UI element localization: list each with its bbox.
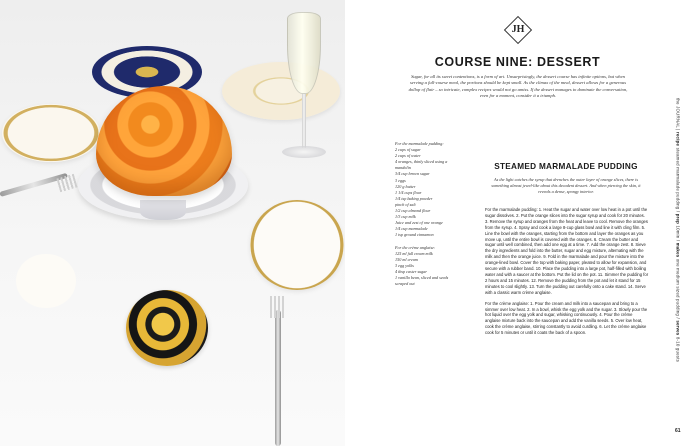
- ingredient-item: 4 tbsp caster sugar: [395, 268, 427, 274]
- champagne-flute-base: [282, 146, 326, 158]
- ingredient-item: 1/3 cup milk: [395, 214, 416, 220]
- recipe-title: STEAMED MARMALADE PUDDING: [494, 162, 638, 171]
- ingredient-item: pinch of salt: [395, 201, 416, 207]
- ingredient-item: 125 ml full cream milk: [395, 250, 433, 256]
- cake-stand-foot: [140, 200, 186, 220]
- recipe-method: [485, 207, 649, 341]
- fork-bottom: [275, 310, 281, 446]
- ingredient-item: 1/4 tsp baking powder: [395, 195, 433, 201]
- marmalade-pudding: [96, 86, 232, 196]
- ingredient-item: 1 vanilla bean, sliced and seeds: [395, 274, 449, 280]
- method-anglaise: For the crème anglaise: 1. Pour the cream and milk into a saucepan and bring to a simmer over low heat. 2. In a bowl, whisk the egg yolk and the sugar. 3. Slowly pour the hot liquid over the egg yolk and sugar, whisking continuously. 4. Pour the crème anglaise mixture back into the saucepan and add the vanilla seeds. 5. Over low heat, cook the crème anglaise, stirring constantly to avoid curdling. 6. Let the crème anglaise cook for 5 minutes or until it coats the back of a spoon.: [485, 300, 648, 336]
- baroque-plate: [126, 290, 208, 366]
- ingredient-item: 150 ml cream: [395, 256, 418, 262]
- recipe-intro: As the light catches the syrup that drenches the outer layer of orange slices, there is something almost jewel-like about this decadent dessert. And when piercing the skin, it reveals a dense, spongy interior.: [491, 177, 641, 195]
- page-spine: [672, 30, 684, 430]
- monogram-logo: JH: [504, 16, 532, 44]
- ingredient-item: 3 egg yolks: [395, 262, 414, 268]
- ingredients-list: [395, 141, 463, 287]
- floral-plate: [222, 62, 340, 120]
- course-title: COURSE NINE: DESSERT: [434, 55, 601, 69]
- ingredient-item: mandolin: [395, 165, 411, 171]
- ingredient-item: 3/4 cup brown sugar: [395, 171, 430, 177]
- page-number: 61: [675, 428, 681, 434]
- ingredient-item: 120 g butter: [395, 183, 416, 189]
- ingredient-item: 2 cups of sugar: [395, 147, 421, 153]
- ingredient-item: 3 eggs: [395, 177, 406, 183]
- recipe-page: [345, 0, 690, 446]
- champagne-flute-stem: [302, 94, 306, 148]
- spine-text: the JOURNAL | recipe steamed marmalade pudding / prep 10min / makes one medium sized pudding / serves 8-10 guests: [675, 97, 681, 363]
- course-intro: Sugar, for all its sweet contentions, is a form of art. Unsurprisingly, the dessert course has infinite options, but when serving a full-course meal, the portions should be kept small. As the climax of the meal, dessert allows for a generous dollop of flair – so intricate, complex recipes would not go amiss. If the dessert manages to dominate the conversation, even for a moment, consider it a triumph.: [408, 74, 628, 98]
- gold-rim-plate-left: [2, 104, 100, 162]
- ingredient-item: 4 oranges, thinly sliced using a: [395, 159, 448, 165]
- fork-bottom-tines: [270, 296, 286, 318]
- striped-plate: [0, 232, 100, 330]
- method-pudding: For the marmalade pudding: 1. Heat the sugar and water over low heat in a pot until the sugar dissolves. 2. Put the orange slices into the sugar syrup and cook for 20 minutes. 3. Remove the syrup and oranges from the heat and leave to cool. Remove the oranges from the syrup. 4. Spray and cook a large 8-cup glass bowl and line it with cling film. 5. Line the bowl with the oranges, starting from the bottom and layer the oranges as you move up, until the entire bowl is covered with the oranges. 6. Cream the butter and sugar until well combined, then add one egg at a time. 7. Add the orange zest. 8. Sieve the dry ingredients and fold into the butter, sugar and egg mixture, alternating with the milk and then the orange juice. 9. Fold in the marmalade and pour the mixture into the orange-lined bowl. Cover the top with baking paper, pleated to allow for expansion, and secure with a rubber band. 10. Place the pudding into a large pot, half-filled with boiling water and with a saucer at the bottom. Put the lid on the pot. 11. Simmer the pudding for 2 hours and 15 minutes. 12. Remove the pudding from the pot and let it stand for 15 minutes to cool slightly. 13. Turn the pudding out carefully onto a cake stand. 14. Serve with a classic warm crème anglaise.: [485, 207, 649, 295]
- ingredient-item: 1 1/4 cups flour: [395, 189, 422, 195]
- ingredients-heading-anglaise: For the crème anglaise:: [395, 244, 436, 250]
- ingredient-item: Juice and zest of one orange: [395, 220, 443, 226]
- ingredient-item: 1/4 cup marmalade: [395, 226, 428, 232]
- ingredient-item: 1/2 cup almond flour: [395, 208, 431, 214]
- ingredient-item: scraped out: [395, 281, 415, 287]
- gold-rim-plate-right: [250, 200, 344, 290]
- ingredients-heading-pudding: For the marmalade pudding:: [395, 141, 444, 146]
- ingredient-item: 1 tsp ground cinnamon: [395, 232, 434, 238]
- ingredient-item: 2 cups of water: [395, 153, 421, 159]
